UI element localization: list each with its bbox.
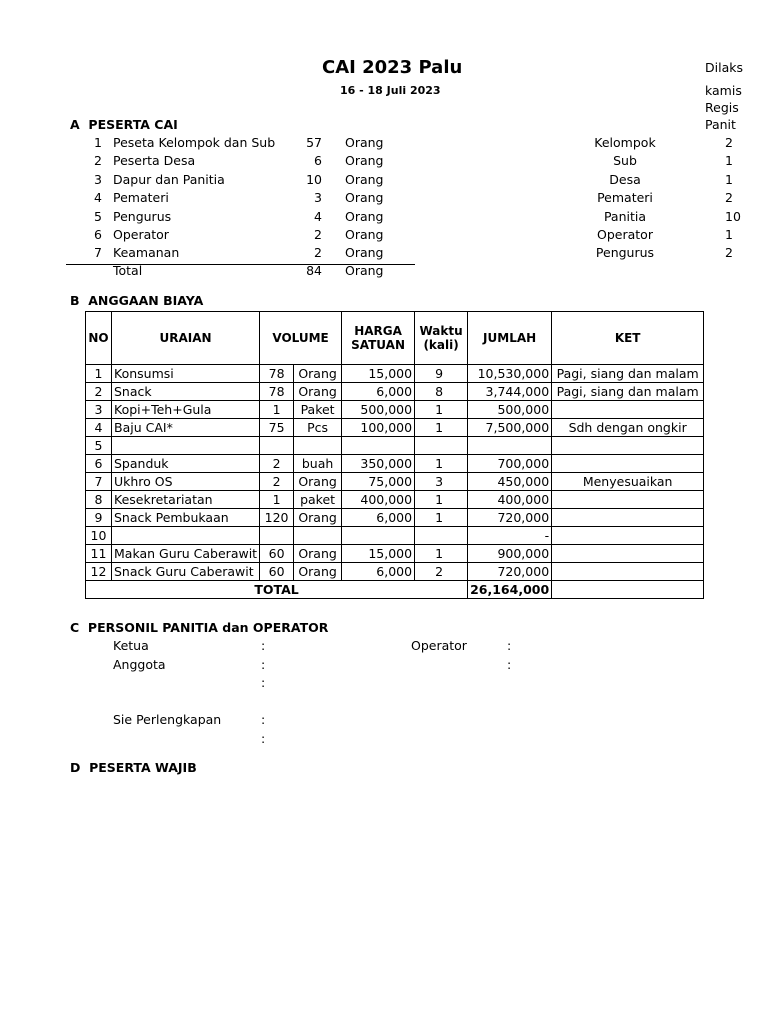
participant-total-row [66, 263, 416, 281]
summary-label: Kelompok [594, 135, 656, 150]
summary-row [560, 190, 768, 208]
cell-waktu: 9 [415, 365, 468, 383]
cell-waktu: 1 [415, 419, 468, 437]
cell-harga: 100,000 [342, 419, 415, 437]
cell-waktu: 2 [415, 563, 468, 581]
cell-vol: 2 [260, 455, 294, 473]
cell-vol: 75 [260, 419, 294, 437]
cell-uraian: Kopi+Teh+Gula [112, 401, 260, 419]
cell-unit [294, 437, 342, 455]
cell-vol [260, 527, 294, 545]
sie-label: Sie Perlengkapan [113, 712, 222, 727]
cell-uraian: Spanduk [112, 455, 260, 473]
cell-harga: 500,000 [342, 401, 415, 419]
participant-name: Operator [113, 227, 169, 242]
cell-unit: Orang [294, 545, 342, 563]
cell-unit: paket [294, 491, 342, 509]
participant-unit: Orang [345, 208, 384, 224]
cell-jumlah [468, 437, 552, 455]
cell-ket [552, 401, 704, 419]
cell-jumlah: 720,000 [468, 509, 552, 527]
cell-jumlah: 720,000 [468, 563, 552, 581]
cell-jumlah: 900,000 [468, 545, 552, 563]
participant-qty: 10 [306, 171, 322, 187]
participant-row [66, 153, 416, 171]
operator-colon: : [507, 638, 512, 653]
participant-unit: Orang [345, 190, 384, 206]
participant-unit: Orang [345, 245, 384, 261]
cell-uraian: Konsumsi [112, 365, 260, 383]
table-row [86, 563, 704, 581]
cell-harga: 15,000 [342, 365, 415, 383]
budget-header-row [86, 312, 704, 365]
participant-no: 3 [94, 171, 102, 187]
cell-waktu: 3 [415, 473, 468, 491]
cell-harga: 75,000 [342, 473, 415, 491]
summary-value: 2 [725, 135, 733, 150]
cell-harga [342, 437, 415, 455]
table-row [86, 491, 704, 509]
cell-waktu: 1 [415, 545, 468, 563]
cell-no: 7 [86, 473, 112, 491]
cell-vol: 60 [260, 545, 294, 563]
cell-ket: Pagi, siang dan malam [552, 383, 704, 401]
cell-ket [552, 491, 704, 509]
summary-label: Operator [597, 227, 653, 242]
cell-no: 4 [86, 419, 112, 437]
cell-unit: Orang [294, 473, 342, 491]
header-harga: HARGA SATUAN [342, 312, 415, 365]
summary-label: Pengurus [595, 245, 655, 261]
participant-no: 4 [94, 190, 102, 206]
cell-waktu: 8 [415, 383, 468, 401]
participant-no: 1 [94, 135, 102, 150]
total-unit: Orang [345, 263, 384, 278]
cell-no: 11 [86, 545, 112, 563]
cell-harga: 6,000 [342, 509, 415, 527]
budget-total-value: 26,164,000 [468, 581, 552, 599]
operator-label: Operator [411, 638, 467, 653]
cell-jumlah: 500,000 [468, 401, 552, 419]
summary-value: 2 [725, 245, 733, 261]
cell-harga: 350,000 [342, 455, 415, 473]
header-ket: KET [552, 312, 704, 365]
participant-qty: 2 [314, 245, 322, 261]
cell-jumlah: 450,000 [468, 473, 552, 491]
participant-name: Pemateri [113, 190, 169, 206]
cell-waktu [415, 527, 468, 545]
cell-no: 6 [86, 455, 112, 473]
cell-uraian [112, 527, 260, 545]
cell-ket [552, 437, 704, 455]
header-volume: VOLUME [260, 312, 342, 365]
participant-name: Pengurus [113, 208, 172, 224]
total-label: Total [113, 263, 143, 278]
cell-uraian: Kesekretariatan [112, 491, 260, 509]
cell-no: 10 [86, 527, 112, 545]
cell-waktu: 1 [415, 455, 468, 473]
participant-row [66, 172, 416, 190]
anggota-colon-2: : [261, 675, 266, 690]
anggota-label: Anggota [113, 657, 166, 672]
participant-qty: 4 [314, 208, 322, 224]
cell-no: 5 [86, 437, 112, 455]
cell-harga: 6,000 [342, 383, 415, 401]
cell-waktu [415, 437, 468, 455]
cell-harga [342, 527, 415, 545]
cell-jumlah: 700,000 [468, 455, 552, 473]
participant-unit: Orang [345, 227, 384, 242]
budget-total-ket [552, 581, 704, 599]
cell-jumlah: 3,744,000 [468, 383, 552, 401]
participant-no: 6 [94, 227, 102, 242]
summary-label: Sub [613, 153, 637, 169]
summary-value: 10 [725, 208, 741, 224]
cell-vol: 120 [260, 509, 294, 527]
cell-ket [552, 509, 704, 527]
participant-unit: Orang [345, 153, 384, 169]
right-note-3: Regis [705, 100, 739, 115]
cell-uraian: Snack Pembukaan [112, 509, 260, 527]
cell-vol: 1 [260, 491, 294, 509]
cell-unit [294, 527, 342, 545]
cell-ket [552, 563, 704, 581]
budget-total-label: TOTAL [86, 581, 468, 599]
participant-row [66, 227, 416, 245]
summary-value: 2 [725, 190, 733, 206]
participant-row [66, 245, 416, 263]
participant-unit: Orang [345, 171, 384, 187]
table-row [86, 455, 704, 473]
section-b-heading: B ANGGAAN BIAYA [70, 293, 204, 308]
cell-harga: 15,000 [342, 545, 415, 563]
cell-unit: Orang [294, 509, 342, 527]
header-jumlah: JUMLAH [468, 312, 552, 365]
cell-ket: Menyesuaikan [552, 473, 704, 491]
cell-waktu: 1 [415, 509, 468, 527]
participant-unit: Orang [345, 135, 384, 150]
summary-value: 1 [725, 227, 733, 242]
participant-qty: 2 [314, 227, 322, 242]
right-note-4: Panit [705, 117, 736, 132]
summary-label: Panitia [603, 208, 647, 224]
summary-row [560, 227, 768, 245]
cell-vol: 60 [260, 563, 294, 581]
anggota-colon: : [261, 657, 266, 672]
table-row [86, 401, 704, 419]
cell-uraian: Snack [112, 383, 260, 401]
cell-ket: Pagi, siang dan malam [552, 365, 704, 383]
cell-vol [260, 437, 294, 455]
cell-jumlah: - [468, 527, 552, 545]
cell-unit: Orang [294, 563, 342, 581]
cell-ket: Sdh dengan ongkir [552, 419, 704, 437]
cell-no: 1 [86, 365, 112, 383]
ketua-label: Ketua [113, 638, 149, 653]
cell-no: 12 [86, 563, 112, 581]
table-row [86, 545, 704, 563]
summary-label: Pemateri [597, 190, 653, 206]
cell-unit: Orang [294, 365, 342, 383]
header-no: NO [86, 312, 112, 365]
cell-no: 2 [86, 383, 112, 401]
summary-value: 1 [725, 153, 733, 169]
cell-jumlah: 400,000 [468, 491, 552, 509]
section-a-heading: A PESERTA CAI [70, 117, 178, 132]
cell-uraian: Makan Guru Caberawit [112, 545, 260, 563]
section-c-heading: C PERSONIL PANITIA dan OPERATOR [70, 620, 329, 635]
cell-jumlah: 10,530,000 [468, 365, 552, 383]
cell-no: 8 [86, 491, 112, 509]
cell-harga: 400,000 [342, 491, 415, 509]
participant-no: 5 [94, 208, 102, 224]
document-title: CAI 2023 Palu [322, 57, 463, 78]
cell-ket [552, 455, 704, 473]
cell-harga: 6,000 [342, 563, 415, 581]
participant-name: Peseta Kelompok dan Sub [113, 135, 276, 150]
cell-vol: 78 [260, 383, 294, 401]
cell-uraian [112, 437, 260, 455]
right-note-2: kamis [705, 83, 742, 98]
summary-row [560, 172, 768, 190]
cell-uraian: Ukhro OS [112, 473, 260, 491]
cell-unit: buah [294, 455, 342, 473]
table-row [86, 383, 704, 401]
section-d-heading: D PESERTA WAJIB [70, 760, 197, 775]
cell-no: 9 [86, 509, 112, 527]
cell-vol: 2 [260, 473, 294, 491]
cell-vol: 78 [260, 365, 294, 383]
participant-row [66, 135, 416, 153]
participant-row [66, 190, 416, 208]
cell-uraian: Snack Guru Caberawit [112, 563, 260, 581]
budget-total-row [86, 581, 704, 599]
document-date: 16 - 18 Juli 2023 [340, 84, 441, 97]
header-waktu: Waktu (kali) [415, 312, 468, 365]
participant-name: Dapur dan Panitia [113, 171, 225, 187]
table-row [86, 437, 704, 455]
participant-no: 7 [94, 245, 102, 261]
cell-no: 3 [86, 401, 112, 419]
participant-qty: 6 [314, 153, 322, 169]
total-qty: 84 [306, 263, 322, 278]
participant-qty: 3 [314, 190, 322, 206]
table-row [86, 473, 704, 491]
summary-row [560, 245, 768, 263]
table-row [86, 527, 704, 545]
cell-ket [552, 545, 704, 563]
cell-jumlah: 7,500,000 [468, 419, 552, 437]
cell-uraian: Baju CAI* [112, 419, 260, 437]
table-row [86, 419, 704, 437]
cell-unit: Orang [294, 383, 342, 401]
summary-row [560, 209, 768, 227]
participant-name: Keamanan [113, 245, 180, 261]
ketua-colon: : [261, 638, 266, 653]
table-row [86, 509, 704, 527]
cell-vol: 1 [260, 401, 294, 419]
participant-name: Peserta Desa [113, 153, 196, 169]
participant-qty: 57 [306, 135, 322, 150]
participant-row [66, 209, 416, 227]
cell-waktu: 1 [415, 401, 468, 419]
right-note-1: Dilaks [705, 60, 743, 75]
table-row [86, 365, 704, 383]
cell-ket [552, 527, 704, 545]
operator-colon-2: : [507, 657, 512, 672]
participant-no: 2 [94, 153, 102, 169]
header-uraian: URAIAN [112, 312, 260, 365]
cell-unit: Paket [294, 401, 342, 419]
summary-row [560, 153, 768, 171]
summary-label: Desa [609, 171, 641, 187]
cell-waktu: 1 [415, 491, 468, 509]
sie-colon-2: : [261, 731, 266, 746]
summary-row [560, 135, 768, 153]
sie-colon: : [261, 712, 266, 727]
summary-value: 1 [725, 171, 733, 187]
cell-unit: Pcs [294, 419, 342, 437]
budget-table [85, 311, 704, 599]
